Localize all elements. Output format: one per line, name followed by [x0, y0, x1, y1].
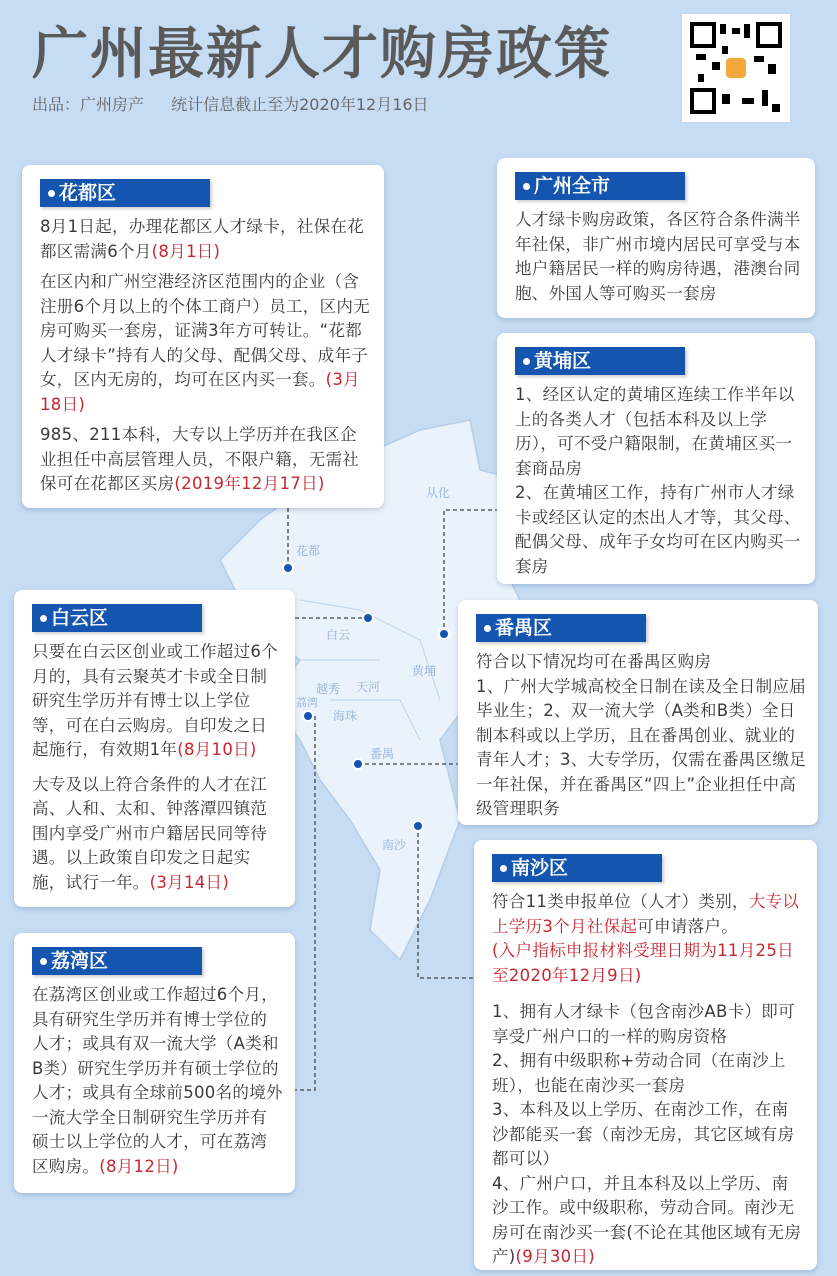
policy-date: (入户指标申报材料受理日期为11月25日至2020年12月9日)	[492, 941, 794, 985]
map-label-conghua: 从化	[426, 486, 451, 500]
bullet-icon	[48, 190, 55, 197]
policy-paragraph	[32, 983, 283, 1179]
subtitle	[32, 92, 451, 115]
district-tag	[40, 179, 210, 207]
bullet-icon	[40, 615, 47, 622]
map-label-panyu: 番禺	[370, 747, 395, 761]
bullet-icon	[500, 865, 507, 872]
map-label-huadu: 花都	[296, 544, 321, 558]
policy-paragraph: 2、在黄埔区工作，持有广州市人才绿卡或经区认定的杰出人才等，其父母、配偶父母、成年子女均可在区内购买一套房	[515, 483, 801, 576]
district-tag	[515, 347, 685, 375]
policy-paragraph: 人才绿卡购房政策，各区符合条件满半年社保，非广州市境内居民可享受与本地户籍居民一样的购房待遇，港澳台同胞、外国人等可购买一套房	[515, 210, 801, 303]
policy-date: (8月12日)	[99, 1156, 179, 1176]
policy-text: 在区内和广州空港经济区范围内的企业（含注册6个月以上的个体工商户）员工，区内无房可购买一套房，证满3年方可转让。“花都人才绿卡”持有人的父母、配偶父母、成年子女，区内无房的，均可在区内买一套。	[40, 272, 370, 389]
policy-paragraph	[40, 423, 372, 497]
district-name: 黄埔区	[534, 350, 592, 372]
qr-code-icon	[682, 14, 790, 122]
policy-date: (3月14日)	[149, 872, 230, 892]
district-tag	[476, 614, 646, 642]
map-label-nansha: 南沙	[382, 838, 407, 852]
policy-intro	[492, 890, 805, 988]
map-pin-huangpu[interactable]	[438, 628, 450, 640]
district-tag	[515, 172, 685, 200]
map-label-yuexiu: 越秀	[316, 682, 341, 696]
card-citywide	[497, 158, 815, 318]
policy-text: 在荔湾区创业或工作超过6个月，具有研究生学历并有博士学位的人才；或具有双一流大学（A类和B类）研究生学历并有硕士学位的人才；或具有全球前500名的境外一流大学全日制研究生学历并有硕士以上学位的人才，可在荔湾区购房。	[32, 985, 283, 1176]
map-label-baiyun: 白云	[326, 628, 351, 642]
policy-text: 4、广州户口，并且本科及以上学历、南沙工作。或中级职称，劳动合同。南沙无房可在南沙买一套(不论在其他区域有无房产)	[492, 1173, 802, 1266]
page-title: 广州最新人才购房政策	[32, 22, 612, 87]
policy-paragraph: 1、广州大学城高校全日制在读及全日制应届毕业生；2、双一流大学（A类和B类）全日制本科或以上学历，且在番禺创业、就业的青年人才；3、大专学历，仅需在番禺区缴足一年社保，并在番禺区“四上”企业担任中高级管理职务	[476, 676, 806, 818]
map-label-huangpu: 黄埔	[412, 664, 437, 678]
bullet-icon	[40, 958, 47, 965]
card-huangpu	[497, 333, 815, 584]
district-tag	[32, 947, 202, 975]
card-liwan	[14, 933, 295, 1193]
policy-paragraph	[40, 270, 372, 417]
qr-code[interactable]	[682, 14, 790, 122]
bullet-icon	[484, 625, 491, 632]
policy-paragraph: 符合以下情况均可在番禺区购房	[476, 652, 712, 671]
district-name: 花都区	[59, 182, 117, 204]
card-panyu	[458, 600, 818, 825]
district-name: 荔湾区	[51, 950, 109, 972]
policy-text: 可申请落户。	[637, 916, 739, 936]
policy-date: (8月1日)	[151, 241, 221, 261]
card-baiyun	[14, 590, 295, 907]
stat-date: 统计信息截止至为2020年12月16日	[171, 95, 429, 114]
map-label-tianhe: 天河	[356, 680, 381, 694]
district-name: 南沙区	[511, 857, 569, 879]
map-label-liwan: 荔湾	[296, 696, 318, 709]
policy-paragraph: 2、拥有中级职称+劳动合同（在南沙上班），也能在南沙买一套房	[492, 1051, 786, 1095]
policy-text: 只要在白云区创业或工作超过6个月的，具有云聚英才卡或全日制研究生学历并有博士以上学位等，可在白云购房。自印发之日起施行，有效期1年	[32, 642, 278, 759]
policy-date: (2019年12月17日)	[174, 474, 325, 493]
district-name: 广州全市	[534, 175, 611, 197]
policy-date: (9月30日)	[515, 1247, 596, 1266]
policy-date: (8月10日)	[177, 740, 257, 759]
policy-paragraph	[32, 773, 283, 896]
policy-paragraph: 1、经区认定的黄埔区连续工作半年以上的各类人才（包括本科及以上学历），可不受户籍限制，在黄埔区买一套商品房	[515, 385, 795, 478]
district-tag	[492, 854, 662, 882]
bullet-icon	[523, 183, 530, 190]
policy-text: 985、211本科，大专以上学历并在我区企业担任中高层管理人员，不限户籍，无需社保可在花都区买房	[40, 425, 360, 493]
policy-text: 大专及以上符合条件的人才在江高、人和、太和、钟落潭四镇范围内享受广州市户籍居民同等待遇。以上政策自印发之日起实施，试行一年。	[32, 774, 268, 892]
district-tag	[32, 604, 202, 632]
map-pin-huadu[interactable]	[282, 562, 294, 574]
bullet-icon	[523, 358, 530, 365]
district-name: 番禺区	[495, 617, 553, 639]
policy-paragraph	[32, 640, 283, 763]
map-label-haizhu: 海珠	[333, 709, 358, 723]
map-pin-nansha[interactable]	[412, 820, 424, 832]
policy-paragraph: 3、本科及以上学历、在南沙工作，在南沙都能买一套（南沙无房，其它区域有房都可以）	[492, 1100, 795, 1168]
card-huadu	[22, 165, 384, 508]
policy-paragraph	[492, 1172, 805, 1270]
district-name: 白云区	[51, 607, 109, 629]
map-pin-panyu[interactable]	[352, 758, 364, 770]
policy-text: 8月1日起，办理花都区人才绿卡，社保在花都区需满6个月	[40, 217, 364, 261]
policy-text: 符合11类申报单位（人才）类别，	[492, 892, 749, 911]
policy-paragraph	[40, 215, 372, 264]
card-nansha	[474, 840, 817, 1270]
policy-date: (3月18日)	[40, 370, 360, 414]
policy-paragraph: 1、拥有人才绿卡（包含南沙AB卡）即可享受广州户口的一样的购房资格	[492, 1002, 795, 1046]
map-pin-baiyun[interactable]	[362, 612, 374, 624]
policy-highlight: 大专以上学历3个月社保起	[492, 892, 800, 936]
publisher: 出品：广州房产	[32, 95, 145, 114]
map-pin-liwan[interactable]	[302, 710, 314, 722]
